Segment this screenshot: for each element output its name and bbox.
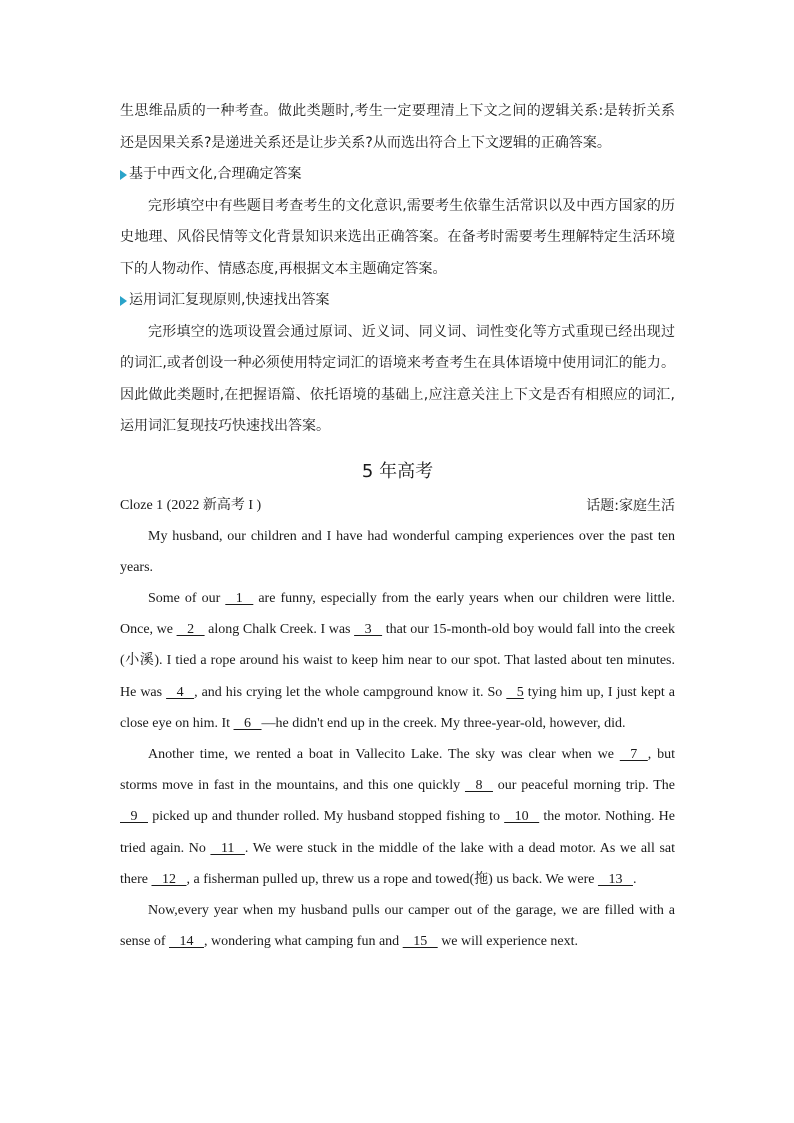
cloze-header [120,493,675,519]
passage-paragraph-3: Another time, we rented a boat in Vallecito Lake. The sky was clear when we 7 , but storms move in fast in the mountains, and this one quickly 8 our peaceful morning trip. The 9 picked up and thunder rolled. My husband stopped fishing to 10 the motor. Nothing. He tried again. No 11 . We were stuck in the middle of the lake with a dead motor. As we all sat there 12 , a fisherman pulled up, threw us a rope and towed(拖) us back. We were 13 . [120,739,675,895]
passage-paragraph-4: Now,every year when my husband pulls our camper out of the garage, we are filled with a sense of 14 , wondering what camping fun and 15 we will experience next. [120,895,675,957]
blank-3: 3 [354,622,383,638]
blank-4: 4 [166,684,195,700]
cloze-passage [120,521,675,958]
triangle-bullet-icon [120,170,127,180]
strategy-heading-vocabulary: 运用词汇复现原则,快速找出答案 [120,285,675,317]
section-title: 5 年高考 [361,460,434,482]
cloze-label: Cloze 1 (2022 新高考 I ) [120,497,262,513]
blank-14: 14 [169,934,204,950]
blank-2: 2 [176,622,205,638]
blank-8: 8 [464,778,493,794]
blank-13: 13 [597,871,633,887]
blank-7: 7 [619,746,648,762]
document-page [120,96,675,957]
cloze-topic: 话题:家庭生活 [586,497,675,514]
vocabulary-paragraph: 完形填空的选项设置会通过原词、近义词、同义词、词性变化等方式重现已经出现过的词汇,或者创设一种必须使用特定词汇的语境来考查考生在具体语境中使用词汇的能力。因此做此类题时,在把握语篇、依托语境的基础上,应注意关注上下文是否有相照应的词汇,运用词汇复现技巧快速找出答案。 [120,323,675,434]
blank-6: 6 [233,715,262,731]
blank-1: 1 [225,590,254,606]
blank-11: 11 [210,840,245,856]
passage-paragraph-2: Some of our 1 are funny, especially from the early years when our children were little. Once, we 2 along Chalk Creek. I was 3 that our 15-month-old boy would fall into the creek (小溪). I tied a rope around his waist to keep him near to our spot. That lasted about ten minutes. He was 4 , and his crying let the whole campground know it. So 5 tying him up, I just kept a close eye on him. It 6 —he didn't end up in the creek. My three-year-old, however, did. [120,583,675,739]
culture-paragraph: 完形填空中有些题目考查考生的文化意识,需要考生依靠生活常识以及中西方国家的历史地理、风俗民情等文化背景知识来选出正确答案。在备考时需要考生理解特定生活环境下的人物动作、情感态度,再根据文本主题确定答案。 [120,197,675,277]
passage-paragraph-1: My husband, our children and I have had wonderful camping experiences over the past ten years. [120,528,675,575]
triangle-bullet-icon [120,296,127,306]
blank-9: 9 [120,809,148,825]
blank-15: 15 [402,934,438,950]
strategy-section [120,96,675,443]
blank-12: 12 [151,871,187,887]
blank-10: 10 [504,809,540,825]
blank-5: 5 [506,684,524,700]
strategy-heading-culture: 基于中西文化,合理确定答案 [120,159,675,191]
intro-paragraph-continuation: 生思维品质的一种考查。做此类题时,考生一定要理清上下文之间的逻辑关系:是转折关系还是因果关系?是递进关系还是让步关系?从而选出符合上下文逻辑的正确答案。 [120,103,675,151]
